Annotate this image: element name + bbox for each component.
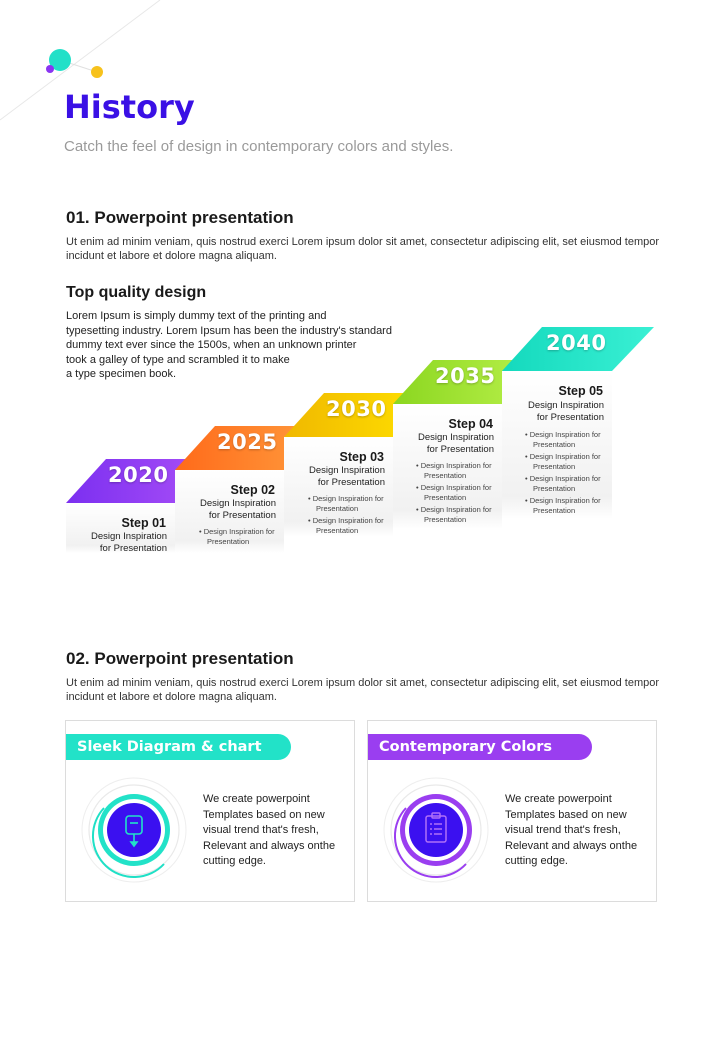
step-desc — [284, 465, 385, 489]
card-text: We create powerpoint Templates based on new visual trend that's fresh, Relevant and always onthe cutting edge. — [505, 793, 638, 867]
step-bullets — [525, 430, 621, 518]
step-desc-line: Design Inspiration — [417, 432, 494, 443]
step-desc-line: Design Inspiration — [199, 498, 276, 509]
card-label: Sleek Diagram & chart — [66, 734, 291, 760]
step-desc-line: for Presentation — [99, 543, 167, 554]
step-desc — [393, 432, 494, 456]
step-desc-line: for Presentation — [317, 477, 385, 488]
section1-body: Ut enim ad minim veniam, quis nostrud exerci Lorem ipsum dolor sit amet, consectetur adipiscing elit, set eiusmod tempor incidunt et labore et dolore magna aliquam. — [66, 236, 660, 262]
quality-heading: Top quality design — [66, 284, 207, 301]
step-desc — [502, 400, 604, 424]
bullet-item: • Design Inspiration for Presentation — [308, 516, 384, 535]
bullet-item: • Design Inspiration for Presentation — [525, 430, 601, 449]
year-label: 2040 — [546, 331, 607, 355]
page-subtitle: Catch the feel of design in contemporary colors and styles. — [64, 138, 454, 155]
section2-body: Ut enim ad minim veniam, quis nostrud exerci Lorem ipsum dolor sit amet, consectetur adipiscing elit, set eiusmod tempor incidunt et labore et dolore magna aliquam. — [66, 677, 660, 703]
card-badge — [80, 776, 188, 884]
step-desc-line: Design Inspiration — [527, 400, 604, 411]
card-badge — [382, 776, 490, 884]
bullet-item: • Design Inspiration for Presentation — [525, 496, 601, 515]
quality-line: dummy text ever since the 1500s, when an unknown printer — [66, 339, 357, 351]
card-text: We create powerpoint Templates based on new visual trend that's fresh, Relevant and always onthe cutting edge. — [203, 793, 336, 867]
bullet-item: • Design Inspiration for Presentation — [416, 483, 492, 502]
step-title: Step 04 — [448, 417, 493, 431]
step-title: Step 01 — [121, 516, 166, 530]
quality-line: Lorem Ipsum is simply dummy text of the printing and — [66, 310, 327, 322]
step-bullets — [416, 461, 512, 527]
quality-line: a type specimen book. — [66, 368, 177, 380]
step-bullets — [199, 527, 295, 549]
year-label: 2025 — [217, 430, 278, 454]
year-label: 2035 — [435, 364, 496, 388]
quality-line: took a galley of type and scrambled it to make — [66, 353, 290, 366]
bullet-item: • Design Inspiration for Presentation — [199, 527, 275, 546]
step-title: Step 02 — [230, 483, 275, 497]
section1-heading: 01. Powerpoint presentation — [66, 208, 294, 227]
step-desc-line: Design Inspiration — [90, 531, 167, 542]
step-desc — [66, 531, 167, 555]
page-title: History — [64, 88, 195, 126]
step-bullets — [308, 494, 404, 538]
bullet-item: • Design Inspiration for Presentation — [416, 461, 492, 480]
bullet-item: • Design Inspiration for Presentation — [416, 505, 492, 524]
step-desc-line: for Presentation — [208, 510, 276, 521]
step-title: Step 05 — [558, 384, 603, 398]
year-label: 2030 — [326, 397, 387, 421]
card-label: Contemporary Colors — [368, 734, 592, 760]
bullet-item: • Design Inspiration for Presentation — [525, 474, 601, 493]
step-desc — [175, 498, 276, 522]
step-desc-line: Design Inspiration — [308, 465, 385, 476]
feature-card — [367, 720, 657, 902]
bullet-item: • Design Inspiration for Presentation — [525, 452, 601, 471]
section2-heading: 02. Powerpoint presentation — [66, 649, 294, 668]
year-label: 2020 — [108, 463, 169, 487]
step-desc-line: for Presentation — [426, 444, 494, 455]
step-desc-line: for Presentation — [536, 412, 604, 423]
feature-card — [65, 720, 355, 902]
bullet-item: • Design Inspiration for Presentation — [308, 494, 384, 513]
step-title: Step 03 — [339, 450, 384, 464]
quality-line: typesetting industry. Lorem Ipsum has been the industry's standard — [66, 324, 392, 337]
